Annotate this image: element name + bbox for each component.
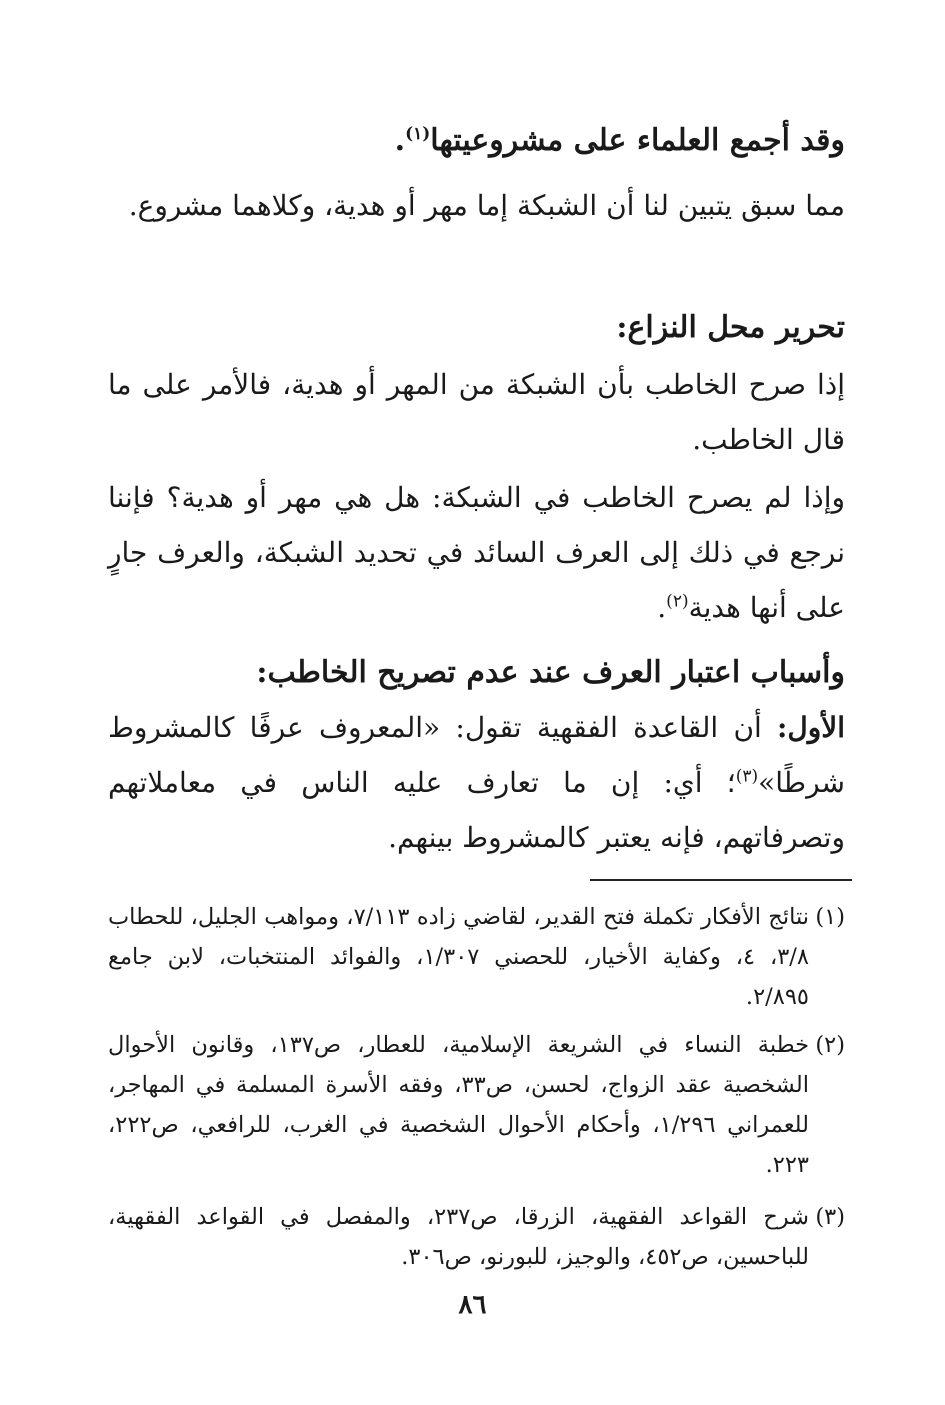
section-heading-reasons: وأسباب اعتبار العرف عند عدم تصريح الخاطب: (256, 655, 845, 690)
footnote-2-text: خطبة النساء في الشريعة الإسلامية، للعطار، ص١٣٧، وقانون الأحوال الشخصية عقد الزواج، لحسن، ص٣٣، وفقه الأسرة المسلمة في المهاجر، للعمراني ١/٢٩٦، وأحكام الأحوال الشخصية في الغرب، للرافعي، ص٢٢٢، ٢٢٣. (108, 1032, 809, 1178)
paragraph-summary: مما سبق يتبين لنا أن الشبكة إما مهر أو هدية، وكلاهما مشروع. (128, 189, 845, 222)
footnote-ref-1: (١) (405, 124, 431, 144)
footnote-3-number: (٣) (815, 1204, 845, 1230)
first-reason-text-b: ؛ أي: إن ما تعارف عليه الناس في معاملاتهم وتصرفاتهم، فإنه يعتبر كالمشروط بينهم. (108, 766, 845, 854)
footnote-ref-2: (٢) (666, 591, 689, 612)
paragraph-consensus (108, 113, 845, 168)
footnote-ref-3: (٣) (735, 766, 759, 787)
footnote-divider (590, 879, 852, 881)
first-reason-label: الأول: (777, 711, 845, 744)
footnote-3-text: شرح القواعد الفقهية، الزرقا، ص٢٣٧، والمفصل في القواعد الفقهية، للباحسين، ص٤٥٢، والوجيز، للبورنو، ص٣٠٦. (108, 1204, 809, 1270)
page-number: ٨٦ (458, 1290, 487, 1320)
footnote-1-number: (١) (815, 904, 845, 930)
paragraph-explicit-case: إذا صرح الخاطب بأن الشبكة من المهر أو هدية، فالأمر على ما قال الخاطب. (108, 368, 845, 456)
first-reason-text-a: أن القاعدة الفقهية تقول: «المعروف عرفًا كالمشروط شرطًا» (108, 711, 845, 799)
paragraph-first-reason (108, 700, 845, 865)
paragraph-consensus-text: وقد أجمع العلماء على مشروعيتها (430, 123, 845, 158)
paragraph-custom-case (108, 470, 845, 635)
paragraph-consensus-end: . (394, 123, 406, 158)
footnote-2-number: (٢) (815, 1032, 845, 1058)
footnote-2 (108, 1025, 845, 1185)
footnote-3 (108, 1197, 845, 1277)
paragraph-custom-case-text: وإذا لم يصرح الخاطب في الشبكة: هل هي مهر أو هدية؟ فإننا نرجع في ذلك إلى العرف السائد في تحديد الشبكة، والعرف جارٍ على أنها هدية (108, 481, 845, 624)
footnote-1-text: نتائج الأفكار تكملة فتح القدير، لقاضي زاده ٧/١١٣، ومواهب الجليل، للحطاب ٣/٨، ٤، وكفاية الأخيار، للحصني ١/٣٠٧، والفوائد المنتخبات، لابن جامع ٢/٨٩٥. (108, 904, 809, 1010)
footnote-1 (108, 897, 845, 1017)
paragraph-custom-case-end: . (657, 591, 667, 624)
section-heading-dispute: تحرير محل النزاع: (616, 310, 845, 345)
